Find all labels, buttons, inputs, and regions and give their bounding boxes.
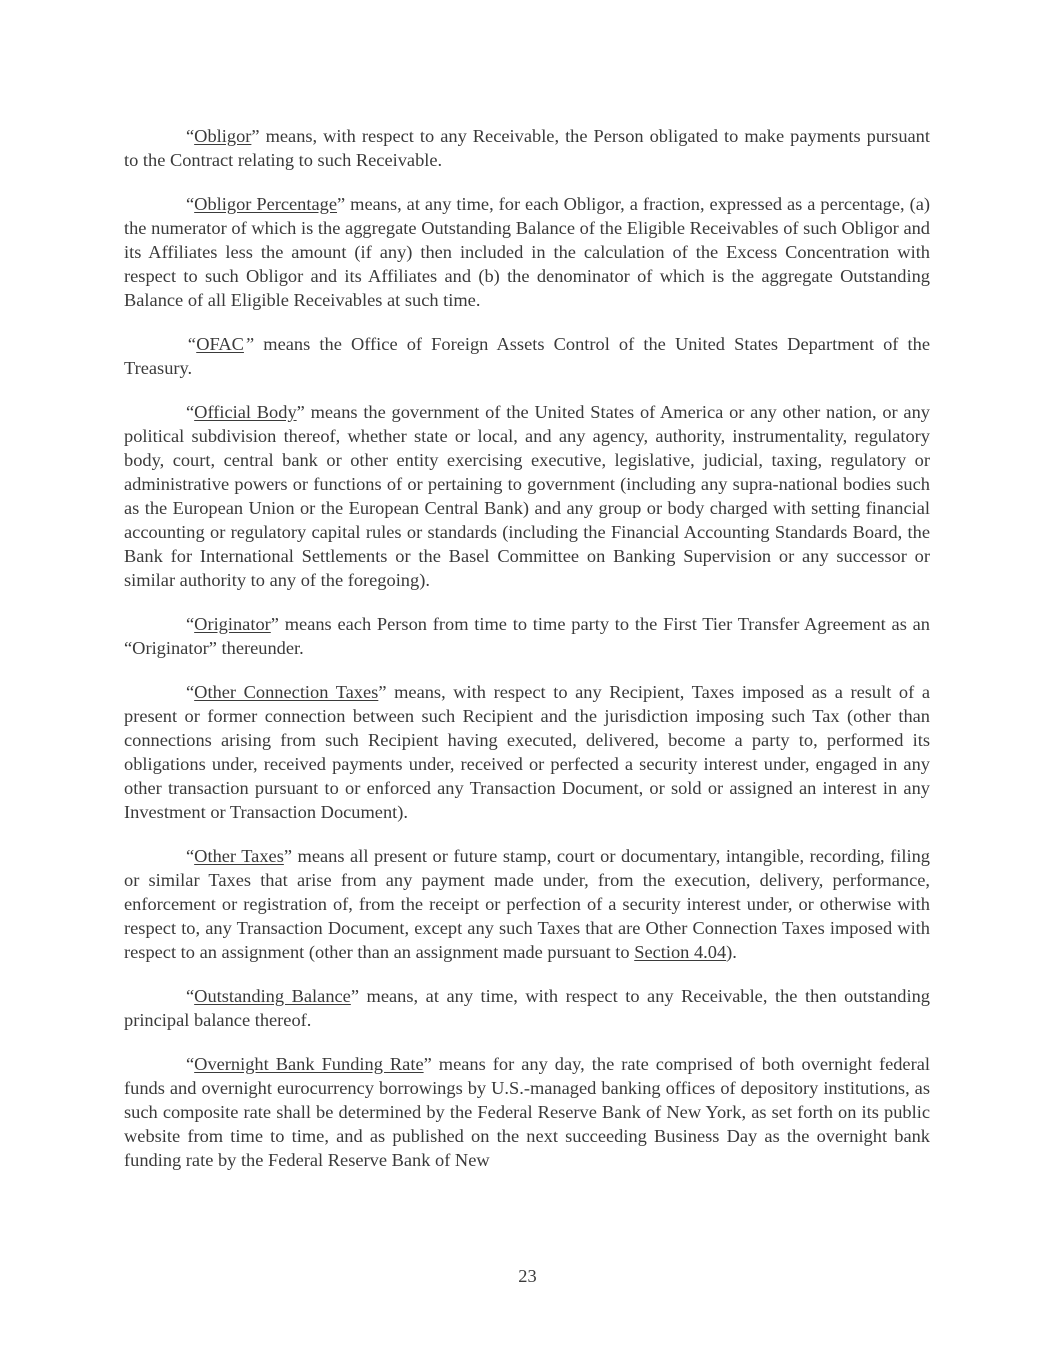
definition-originator	[124, 612, 930, 660]
defined-term: Obligor	[194, 126, 252, 146]
close-quote: ”	[251, 126, 260, 146]
definition-text: means for any day, the rate comprised of both overnight federal funds and overnight eurocurrency borrowings by U.S.-managed banking offices of depository institutions, as such composite rate shall be determined by the Federal Reserve Bank of New York, as set forth on its public website from time to time, and as published on the next succeeding Business Day as the overnight bank funding rate by the Federal Reserve Bank of New	[124, 1054, 930, 1170]
definition-text-tail: ).	[726, 942, 737, 962]
open-quote: “	[186, 334, 197, 354]
definition-other-taxes	[124, 844, 930, 964]
defined-term: Obligor Percentage	[194, 194, 338, 214]
open-quote: “	[186, 682, 195, 702]
open-quote: “	[186, 402, 195, 422]
definition-text: means, at any time, for each Obligor, a fraction, expressed as a percentage, (a) the numerator of which is the aggregate Outstanding Balance of the Eligible Receivables of such Obligor and its Affiliates less the amount (if any) then included in the calculation of the Excess Concentration with respect to such Obligor and its Affiliates and (b) the denominator of which is the aggregate Outstanding Balance of all Eligible Receivables at such time.	[124, 194, 930, 310]
defined-term: OFAC	[196, 334, 244, 354]
definition-overnight-bank-funding-rate	[124, 1052, 930, 1172]
open-quote: “	[186, 126, 195, 146]
defined-term: Outstanding Balance	[194, 986, 351, 1006]
definition-outstanding-balance	[124, 984, 930, 1032]
definition-other-connection-taxes	[124, 680, 930, 824]
definition-text: means, with respect to any Receivable, the Person obligated to make payments pursuant to the Contract relating to such Receivable.	[124, 126, 930, 170]
definition-text: means the Office of Foreign Assets Control of the United States Department of the Treasury.	[124, 334, 930, 378]
open-quote: “	[186, 194, 195, 214]
section-reference-link[interactable]: Section 4.04	[634, 942, 727, 962]
document-page	[124, 124, 930, 1192]
definition-text: means, with respect to any Recipient, Taxes imposed as a result of a present or former connection between such Recipient and the jurisdiction imposing such Tax (other than connections arising from such Recipient having executed, delivered, become a party to, performed its obligations under, received payments under, received or perfected a security interest under, engaged in any other transaction pursuant to or enforced any Transaction Document, or sold or assigned an interest in any Investment or Transaction Document).	[124, 682, 930, 822]
close-quote: ”	[270, 614, 279, 634]
close-quote: ”	[243, 334, 255, 354]
close-quote: ”	[350, 986, 360, 1006]
close-quote: ”	[296, 402, 305, 422]
close-quote: ”	[423, 1054, 432, 1074]
defined-term: Official Body	[194, 402, 297, 422]
definition-ofac	[124, 332, 930, 380]
close-quote: ”	[378, 682, 387, 702]
close-quote: ”	[337, 194, 346, 214]
definition-text: means the government of the United States of America or any other nation, or any political subdivision thereof, whether state or local, and any agency, authority, instrumentality, regulatory body, court, central bank or other entity exercising executive, legislative, judicial, taxing, regulatory or administrative powers or functions of or pertaining to government (including any supra-national bodies such as the European Union or the European Central Bank) and any group or body charged with setting financial accounting or regulatory capital rules or standards (including the Financial Accounting Standards Board, the Bank for International Settlements or the Basel Committee on Banking Supervision or any successor or similar authority to any of the foregoing).	[124, 402, 930, 590]
definition-text: means, at any time, with respect to any Receivable, the then outstanding principal balance thereof.	[124, 986, 930, 1030]
definition-obligor-percentage	[124, 192, 930, 312]
close-quote: ”	[283, 846, 293, 866]
defined-term: Originator	[194, 614, 271, 634]
definition-text: means all present or future stamp, court or documentary, intangible, recording, filing or similar Taxes that arise from any payment made under, from the execution, delivery, performance, enforcement or registration of, from the receipt or perfection of a security interest under, or otherwise with respect to, any Transaction Document, except any such Taxes that are Other Connection Taxes imposed with respect to an assignment (other than an assignment made pursuant to	[124, 846, 930, 962]
defined-term: Other Connection Taxes	[194, 682, 379, 702]
open-quote: “	[186, 1054, 195, 1074]
defined-term: Other Taxes	[194, 846, 284, 866]
definition-obligor	[124, 124, 930, 172]
definition-official-body	[124, 400, 930, 592]
page-number: 23	[518, 1266, 537, 1286]
defined-term: Overnight Bank Funding Rate	[194, 1054, 424, 1074]
open-quote: “	[186, 846, 195, 866]
definition-text: means each Person from time to time party to the First Tier Transfer Agreement as an “Originator” thereunder.	[124, 614, 930, 658]
open-quote: “	[186, 986, 195, 1006]
open-quote: “	[186, 614, 195, 634]
